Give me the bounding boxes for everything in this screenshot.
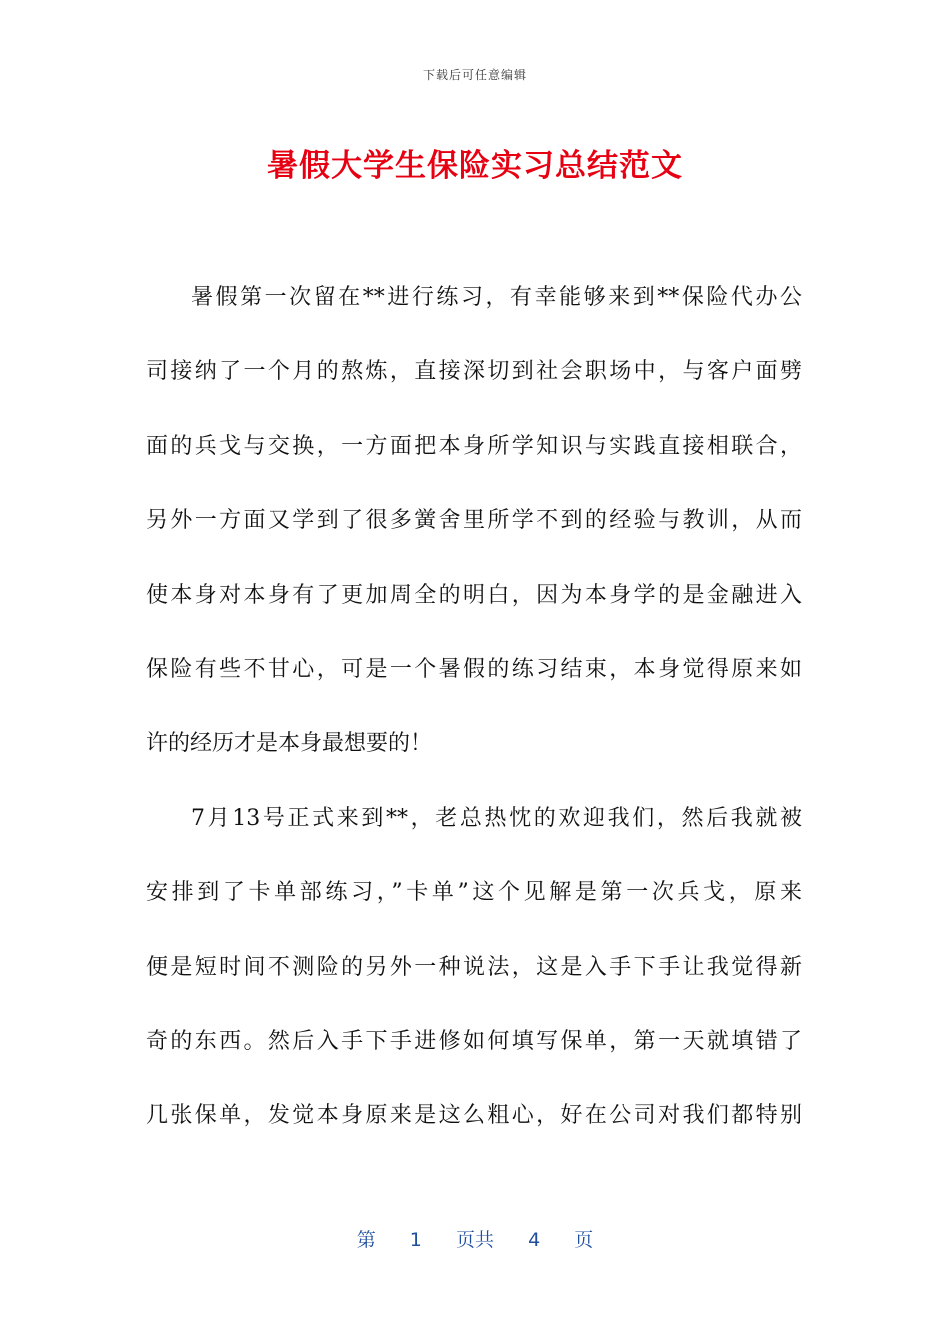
document-title: 暑假大学生保险实习总结范文 <box>267 148 683 184</box>
text-line: 奇的东西。然后入手下手进修如何填写保单，第一天就填错了 <box>146 1028 802 1054</box>
header-note: 下载后可任意编辑 <box>422 68 527 82</box>
text-line: 许的经历才是本身最想要的！ <box>146 731 433 757</box>
text-line: 暑假第一次留在**进行练习，有幸能够来到**保险代办公 <box>191 285 802 310</box>
text-line: 另外一方面又学到了很多黉舍里所学不到的经验与教训，从而 <box>146 508 802 534</box>
text-line: 司接纳了一个月的熬炼，直接深切到社会职场中，与客户面劈 <box>146 359 802 385</box>
document-body <box>146 268 802 1161</box>
paragraph-1 <box>146 268 802 789</box>
text-line: 面的兵戈与交换，一方面把本身所学知识与实践直接相联合， <box>146 433 802 459</box>
text-line: 便是短时间不测险的另外一种说法，这是入手下手让我觉得新 <box>146 954 802 980</box>
page-label-suffix: 页 <box>574 1229 594 1251</box>
page-footer <box>0 1225 950 1252</box>
text-line: 保险有些不甘心，可是一个暑假的练习结束，本身觉得原来如 <box>146 656 802 682</box>
text-line: 使本身对本身有了更加周全的明白，因为本身学的是金融进入 <box>146 582 802 608</box>
text-line: 几张保单，发觉本身原来是这么粗心，好在公司对我们都特别 <box>146 1103 802 1129</box>
paragraph-2 <box>146 789 802 1161</box>
current-page-number: 1 <box>409 1229 422 1251</box>
text-line: 7月13号正式来到**，老总热忱的欢迎我们，然后我就被 <box>191 805 802 831</box>
page-label-middle: 页共 <box>455 1229 494 1251</box>
text-line: 安排到了卡单部练习，”卡单”这个见解是第一次兵戈，原来 <box>146 880 802 906</box>
page-label-prefix: 第 <box>356 1229 376 1251</box>
total-pages-number: 4 <box>528 1229 541 1251</box>
